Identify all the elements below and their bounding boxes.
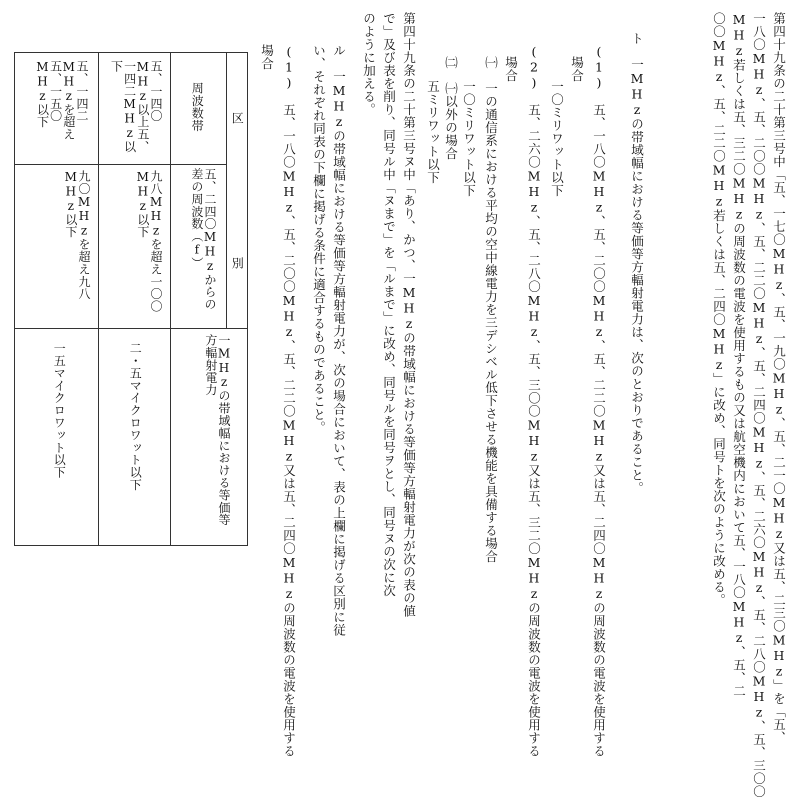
text-column-11: ㈠ 一の通信系における平均の空中線電力を三デシベル低下させる機能を具備する場合 [483,56,499,563]
text-column-21: 場合 [259,44,275,70]
table-row-2-power: 一五マイクロワット以下 [52,342,67,479]
text-column-15: 第四十九条の二十第三号ヌ中「あり、かつ、一MHzの帯域幅における等価等方輻射電力が次の表の値 [401,12,417,618]
text-column-3: MHz若しくは五、三二〇MHzの周波数の電波を使用するもの又は航空機内において五、一八〇MHz、五、二 [731,12,747,698]
text-column-17: のように加える。 [361,12,377,116]
text-column-18: ル 一MHzの帯域幅における等価等方輻射電力が、次の場合において、表の上欄に掲げる区別に従 [331,44,347,637]
text-column-4: 〇〇MHz、五、二二〇MHz若しくは五、二四〇MHz」に改め、同号トを次のように改める。 [711,12,727,607]
text-column-5: ト 一MHzの帯域幅における等価等方輻射電力は、次のとおりであること。 [629,32,645,495]
header-kubetsu-2: 別 [230,257,245,270]
text-column-14: 五ミリワット以下 [425,80,441,184]
text-column-6: (1) 五、一八〇MHz、五、二〇〇MHz、五、二二〇MHz又は五、二四〇MHzの周波数の電波を使用する [591,44,607,758]
header-frequency-band: 周波数帯 [190,82,205,132]
table-row-2-band: 五、一四二MHzを超え五、一五〇MHz以下 [35,60,89,141]
text-column-1: 第四十九条の二十第三号中「五、一七〇MHz、五、一九〇MHz、五、二一〇MHz又は五、二三〇MHz」を「五、 [771,12,787,744]
text-column-2: 一八〇MHz、五、二〇〇MHz、五、二二〇MHz、五、二四〇MHz、五、二六〇MHz、五、二八〇MHz、五、三〇〇 [751,12,767,798]
text-column-9: (2) 五、二六〇MHz、五、二八〇MHz、五、三〇〇MHz又は五、三二〇MHzの周波数の電波を使用する [526,44,542,758]
emission-table [14,52,248,546]
table-row-2-diff: 九〇MHzを超え九八MHz以下 [63,170,91,300]
text-column-13: ㈡ ㈠以外の場合 [443,56,459,160]
text-column-7: 場合 [569,56,585,82]
text-column-10: 場合 [503,56,519,82]
text-column-20: (1) 五、一八〇MHz、五、二〇〇MHz、五、二二〇MHz又は五、二四〇MHzの周波数の電波を使用する [281,44,297,758]
text-column-19: い、それぞれ同表の下欄に掲げる条件に適合するものであること。 [311,44,327,434]
header-kubetsu-1: 区 [230,112,245,125]
header-frequency-difference: 五、二四〇MHzからの差の周波数（f） [189,168,217,311]
text-column-16: で」及び表を削り、同号ル中「ヌまで」を「ルまで」に改め、同号ルを同号ヲとし、同号ヌの次に次 [381,12,397,597]
table-row-1-diff: 九八MHzを超え一〇〇MHz以下 [135,170,163,313]
table-row-1-power: 二・五マイクロワット以下 [128,342,143,491]
text-column-12: 一〇ミリワット以下 [461,80,477,197]
header-eirp: 一MHzの帯域幅における等価等方輻射電力 [203,334,231,526]
text-column-8: 一〇ミリワット以下 [549,80,565,197]
table-row-1-band: 五、一四〇MHz以上五、一四二MHz以下 [109,60,163,153]
